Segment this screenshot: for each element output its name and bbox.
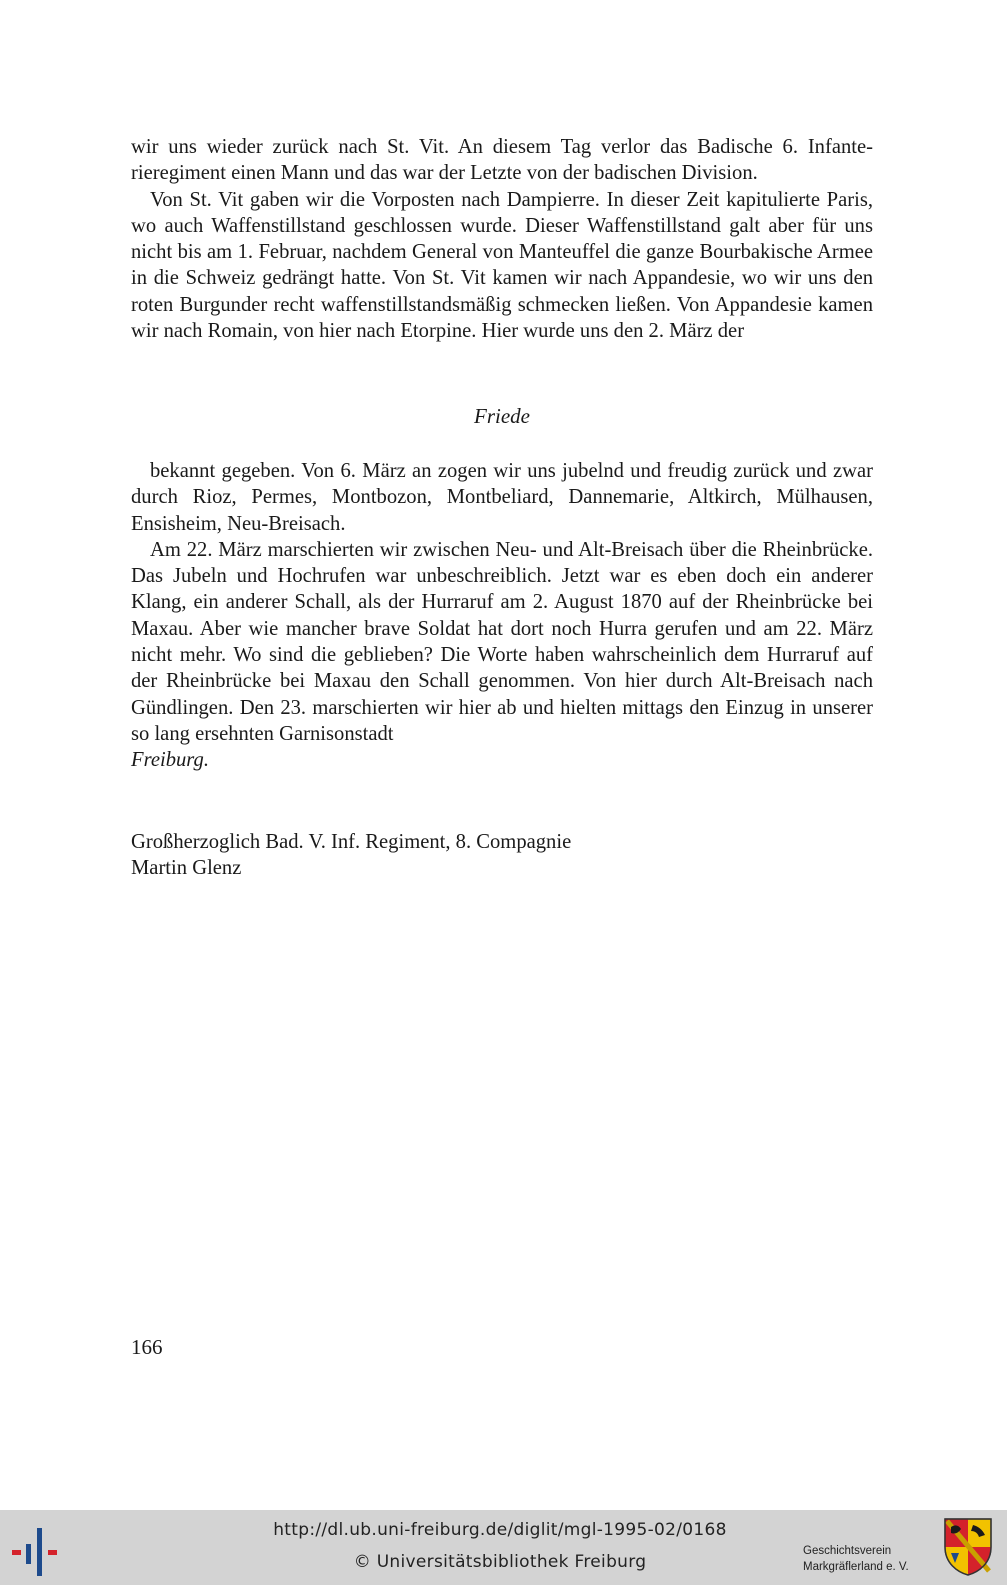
signature-block bbox=[131, 829, 571, 882]
society-name bbox=[803, 1543, 909, 1575]
footer-bar bbox=[0, 1510, 1007, 1585]
paragraph-text: Am 22. März marschierten wir zwischen Neu- und Alt-Breisach über die Rheinbrücke. Das Jubeln und Hochrufen war unbeschreiblich. Jetzt war es eben doch ein anderer Klang, ein anderer Schall, als der Hurraruf am 2. August 1870 auf der Rheinbrücke bei Maxau. Aber wie mancher brave Soldat hat dort noch Hurra gerufen und am 22. März nicht mehr. Wo sind die geblieben? Die Worte haben wahrscheinlich dem Hurraruf auf der Rheinbrücke bei Maxau den Schall genommen. Von hier durch Alt-Breisach nach Gündlingen. Den 23. marschierten wir hier ab und hielten mittags den Einzug in unserer so lang ersehnten Garnisonstadt bbox=[131, 538, 873, 745]
signature-name: Martin Glenz bbox=[131, 857, 242, 880]
paragraph: wir uns wieder zurück nach St. Vit. An diesem Tag verlor das Badische 6. Infanterieregiment einen Mann und das war der Letzte von der badischen Division. bbox=[131, 136, 873, 185]
text-block-bottom bbox=[131, 458, 873, 774]
coat-of-arms-icon bbox=[943, 1517, 993, 1577]
society-name-line2: Markgräflerland e. V. bbox=[803, 1561, 909, 1573]
section-heading: Friede bbox=[474, 404, 530, 428]
paragraph: bekannt gegeben. Von 6. März an zogen wir uns jubelnd und freudig zurück und zwar durch Rioz, Permes, Montbozon, Montbeliard, Dannemarie, Altkirch, Mülhausen, Ensisheim, Neu-Breisach. bbox=[131, 460, 873, 535]
copyright-text: © Universitätsbibliothek Freiburg bbox=[353, 1552, 647, 1572]
page-number: 166 bbox=[131, 1335, 163, 1359]
paragraph bbox=[131, 537, 873, 774]
italic-place-name: Freiburg. bbox=[131, 749, 209, 772]
signature-regiment: Großherzoglich Bad. V. Inf. Regiment, 8. Compagnie bbox=[131, 831, 572, 853]
source-url-link[interactable]: http://dl.ub.uni-freiburg.de/diglit/mgl-1995-02/0168 bbox=[273, 1520, 727, 1540]
society-name-line1: Geschichtsverein bbox=[803, 1545, 892, 1557]
library-logo-icon bbox=[12, 1528, 62, 1576]
text-block-top bbox=[131, 134, 873, 344]
paragraph: Von St. Vit gaben wir die Vorposten nach Dampierre. In dieser Zeit kapitulierte Paris, wo auch Waffenstillstand geschlossen wurde. Dieser Waffenstillstand galt aber für uns nicht bis am 1. Februar, nachdem General von Manteuffel die ganze Bourbakische Armee in die Schweiz gedrängt hatte. Von St. Vit kamen wir nach Appandesie, wo wir uns den roten Burgunder recht waffenstillstandsmäßig schmecken ließen. Von Appandesie kamen wir nach Romain, von hier nach Etorpine. Hier wurde uns den 2. März der bbox=[131, 188, 873, 343]
